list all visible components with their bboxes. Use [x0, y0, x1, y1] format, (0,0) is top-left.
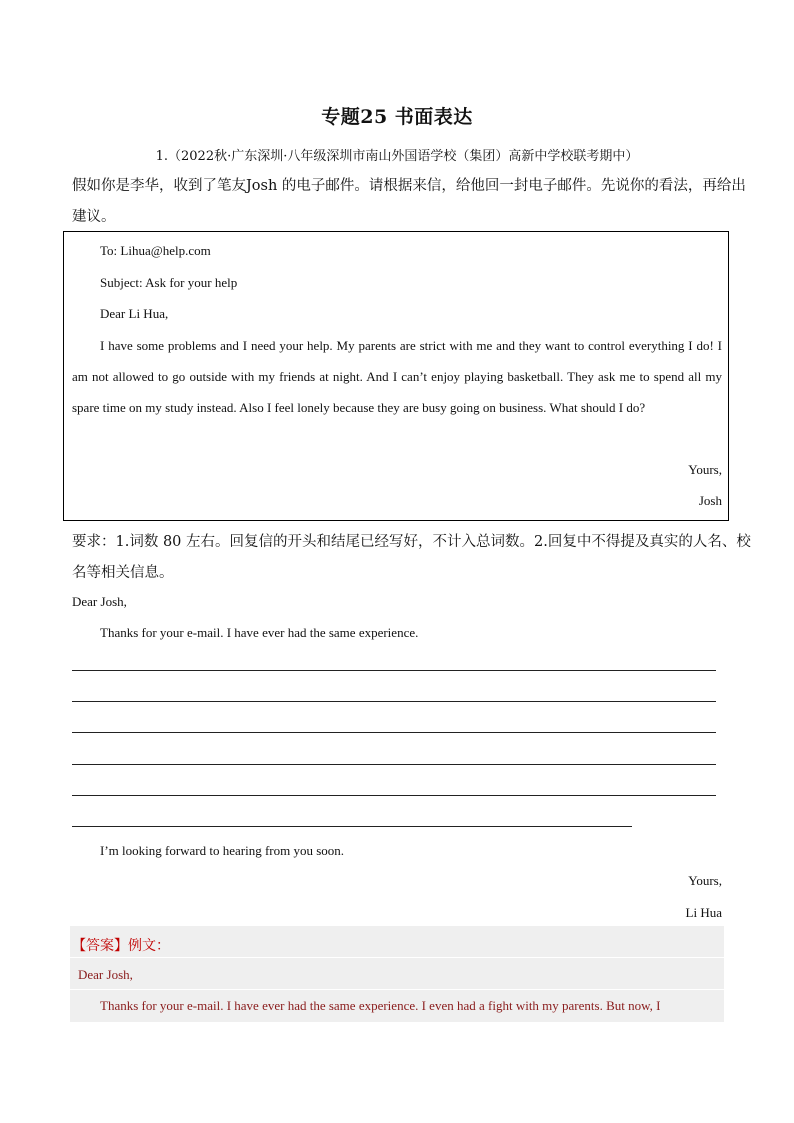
email-body: I have some problems and I need your help. My parents are strict with me and they want to control everything I do! I am not allowed to go outside with my friends at night. And I can’t enjoy playing basketball. They ask me to spend all my spare time on my study instead. Also I feel lonely because they are busy going on business. What should I do? [72, 338, 722, 415]
reply-opening: Thanks for your e-mail. I have ever had the same experience. [100, 625, 419, 640]
writing-line[interactable] [72, 732, 716, 733]
reply-closing-sentence: I’m looking forward to hearing from you soon. [100, 843, 345, 858]
email-signature: Josh [698, 493, 722, 508]
email-subject: Subject: Ask for your help [100, 275, 238, 290]
question-source: 1.（2022秋·广东深圳·八年级深圳市南山外国语学校（集团）高新中学校联考期中） [155, 149, 639, 164]
writing-line[interactable] [72, 701, 716, 702]
answer-divider [70, 989, 724, 990]
email-to: To: Lihua@help.com [100, 243, 211, 258]
reply-closing: Yours, [688, 873, 722, 888]
answer-heading [72, 935, 170, 955]
email-greeting: Dear Li Hua, [100, 306, 169, 321]
question-prompt-line-1: 假如你是李华，收到了笔友Josh 的电子邮件。请根据来信，给他回一封电子邮件。先说你的看法，再给出 [72, 178, 746, 194]
writing-line[interactable] [72, 670, 716, 671]
reply-greeting: Dear Josh, [72, 594, 127, 609]
reply-signature: Li Hua [685, 905, 722, 920]
writing-line[interactable] [72, 826, 632, 827]
answer-divider [70, 957, 724, 958]
requirements-line-2: 名等相关信息。 [72, 565, 174, 581]
answer-greeting: Dear Josh, [78, 967, 133, 982]
answer-label: 【答案】 [72, 938, 128, 954]
question-prompt-line-2: 建议。 [72, 209, 116, 225]
writing-line[interactable] [72, 764, 716, 765]
email-closing: Yours, [688, 462, 722, 477]
answer-label-suffix: 例文： [128, 938, 170, 954]
page-title: 专题25 书面表达 [321, 106, 473, 128]
answer-text-line-1: Thanks for your e-mail. I have ever had the same experience. I even had a fight with my parents. But now, I [100, 998, 661, 1013]
writing-line[interactable] [72, 795, 716, 796]
requirements-line-1: 要求：1.词数 80 左右。回复信的开头和结尾已经写好，不计入总词数。2.回复中不得提及真实的人名、校 [72, 534, 751, 550]
